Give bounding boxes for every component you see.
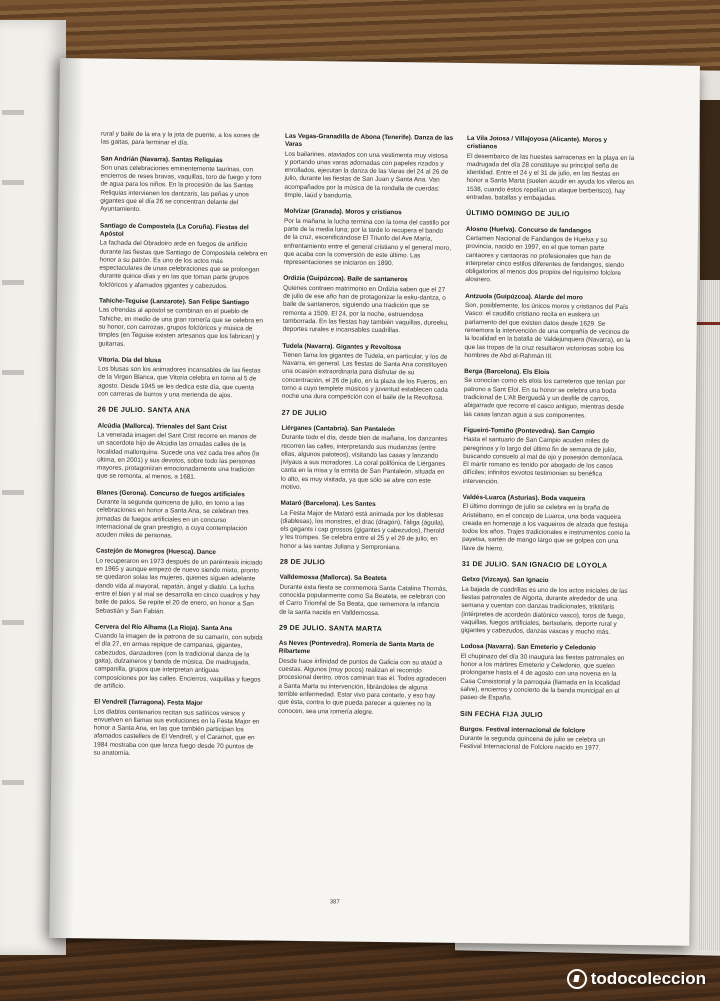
entry-text: Certamen Nacional de Fandangos de Huelva y su provincia, nacido en 1997, en el que toman parte cantaores y cantaoras no profesionales que han de interpretar cinco estilos diferentes de fandangos, siendo obligatorios al menos dos propios del riquísimo folclore alosnero. [465,234,625,284]
entry-title: Alosno (Huelva). Concurso de fandangos [465,225,592,235]
festival-entry [466,135,635,204]
entry-text: Tienen fama los gigantes de Tudela, en particular, y los de Navarra, en general. Las fiestas de Santa Ana constituyen una ocasión extraordinaria para disfrutar de su concentración, el 26 de julio, en la plaza de los Fueros, en torno a cuyo templete músicos y juventud establecen cada noche una dura competición con el baile de la Revoltosa. [281,351,448,403]
festival-entry [282,342,451,403]
festival-entry [283,208,452,269]
entry-title: Ordizia (Guipúzcoa). Baile de santaneros [283,275,408,284]
festival-entry [280,500,449,553]
column-1 [93,131,269,768]
left-page-text [2,110,24,115]
entry-title: Lodosa (Navarra). San Emeterio y Celedonio [460,643,596,653]
festival-entry [98,356,267,401]
festival-entry [95,548,264,617]
left-page-text [2,620,24,625]
entry-text: Durante la segunda quincena de julio se celebra un Festival Internacional de Folclore nacido en 1977. [459,735,606,753]
left-page-text [2,180,24,185]
entry-title: Blanes (Gerona). Concurso de fuegos artificiales [96,489,245,498]
entry-title: Burgos. Festival internacional de folclore [459,725,586,735]
festival-entry [93,699,262,760]
back-book-photo [700,100,720,280]
entry-text: Son, posiblemente, los únicos moros y cristianos del País Vasco: el caudillo cristiano recita en euskera un parlamento del que existen datos desde 1629. Se rememora la intervención de una compañía de vecinos de la localidad en la batalla de Valdejunquera (Navarra), en la que las tropas de la cruz resultaron victoriosas sobre los hombres de Abd al-Rahmán III. [464,302,631,360]
entry-text: Los blusas son los animadores incansables de las fiestas de la Virgen Blanca, que Vitoria celebra en torno al 5 de agosto. Desde 1945 se les dedica este día, que cuenta con carreras de burros y una merienda de ajos. [97,365,261,400]
festival-entry [100,155,269,216]
watermark-text: todocoleccion [590,969,706,988]
entry-text: Durante todo el día, desde bien de mañana, los danzantes recorren las calles, interpretando sus mudanzas (entre ellas, algunos paloteos), visitando las casas y lanzando jiviyaus a sus moradores. La coral polifónica de Liérganes canta en la misa y la ermita de San Pantaleón, situada en lo alto, es muy visitada, ya que sólo se abre con este motivo. [280,433,448,491]
entry-title: Mataró (Barcelona). Les Santes [280,500,376,509]
entry-title: Valdés-Luarca (Asturias). Boda vaqueira [462,493,586,503]
left-page-text [2,370,24,375]
entry-text: El chupinazo del día 30 inaugura las fiestas patronales en honor a los mártires Emeterio y Celedonio, que suelen prolongarse hasta el 4 de agosto con una novena en la Casa Consistorial y la parroquia (llamada en la localidad salve), encierros y concierto de la banda municipal en el paseo de España. [460,652,625,702]
festival-entry [465,226,634,287]
section-heading: 31 DE JULIO. SAN IGNACIO DE LOYOLA [461,561,608,570]
entry-title: Getxo (Vizcaya). San Ignacio [461,576,549,585]
left-page-text [2,780,24,785]
entry-text: Son unas celebraciones eminentemente taurinas, con encierros de reses bravas, vaquillas, toro de fuego y toro de agua para los niños. En la procesión de las Santas Reliquias intervienen los dantzaris, las peñas y unos gigantes que el día 26 se concentran delante del Ayuntamiento. [100,164,262,214]
entry-title: Las Vegas-Granadilla de Abona (Tenerife). Danza de las Varas [284,132,454,149]
section-heading: SIN FECHA FIJA JULIO [459,710,543,719]
entry-title: El Vendrell (Tarragona). Festa Major [94,698,203,708]
entry-text: Cuando la imagen de la patrona de su camarín, con subida el día 27, en armas repique de campanas, gigantes, cabezudos, danzadores (con la tradicional danza de la gaita), dulzaineros y banda de música. De madrugada, campanilla, grupos que interpretan antiguas composiciones por las calles. Encierros, vaquillas y fuegos de artificio. [94,632,263,690]
entry-title: Vitoria. Día del blusa [98,356,162,365]
entry-title: Tudela (Navarra). Gigantes y Revoltosa [282,342,402,351]
entry-text: Lo recuperaron en 1973 después de un paréntesis iniciado en 1965 y aunque empezó de nuevo siendo mixto, pronto se quedaron solas las mujeres, quienes siguen adelante dando vida al mayoral, rapatán, ángel y diablo. La lucha entre el bien y el mal se desarrolla en cinco cuadros y hay baile de palos. Se repite el 20 de enero, en honor a San Sebastián y San Fabián. [95,557,263,615]
festival-entry [97,422,266,483]
entry-text: Hasta el santuario de San Campio acuden miles de peregrinos y lo largo del último fin de semana de julio, buscando consuelo al mal de ojo y posesión demoníaca. El mártir romano es tenido por abogado de los casos difíciles; infinitos exvotos testimonian su benéfica intervención. [462,436,624,486]
book-page [49,58,700,946]
entry-title: As Neves (Pontevedra). Romería de Santa Marta de Ribarteme [278,639,435,656]
festival-entry [464,293,633,362]
festival-entry [279,574,448,619]
entry-title: San Andrián (Navarra). Santas Reliquias [100,155,223,164]
festival-entry [94,623,263,692]
entry-title: Berga (Barcelona). Els Elois [464,368,550,377]
entry-title: Antzuola (Guipúzcoa). Alarde del moro [465,292,583,302]
entry-text: La fachada del Obradoiro arde en fuegos de artificio durante las fiestas que Santiago de Compostela celebra en honor a su patrón. Es uno de los actos más espectaculares de unas celebraciones que se prolongan durante quince días y en las que toman parte grupos folclóricos y afamados gigantes y cabezudos. [99,239,268,290]
entry-title: Cervera del Río Alhama (La Rioja). Santa Ana [95,623,233,632]
festival-entry [98,298,267,351]
entry-text: La venerada imagen del Sant Crist recorre en manos de un sacerdote hijo de Alcúdia las ornadas calles de la localidad mallorquina. Sucede una vez cada tres años (la última, en 2001) y sus devotos, sobre todo las personas mayores, protagonizan emocionadamente una tradición que se remonta, al menos, a 1681. [96,431,260,482]
festival-entry [460,726,628,754]
entry-text: Por la mañana la lucha termina con la toma del castillo por parte de la media luna; por la tarde lo recupera el bando de la cruz, escenificándose El Triunfo del Ave María, enfrentamiento entre el general cristiano y el general moro, que acaba con la conversión de este último. Las representaciones se iniciaron en 1890. [283,217,452,268]
festival-entry [462,494,631,555]
entry-text: La bajada de cuadrillas es uno de los actos iniciales de las fiestas patronales de Algorta, durante alrededor de una semana y cuentan con danzas tradicionales, trikitilaris (intérpretes de acordeón diatónico vasco), toros de fuego, vaquillas, fuegos artificiales, bertsolaris, deporte rural y gigantes y cabezudos, danzas vascas y mucho más. [460,585,628,636]
watermark-logo-icon [567,969,587,989]
entry-title: Tahiche-Teguise (Lanzarote). San Felipe Santiago [98,297,250,307]
entry-text: El último domingo de julio se celebra en la braña de Aristébano, en el concejo de Luarca, una boda vaqueira creada en homenaje a los vaqueiros de alzada que festeja todos los años. Trajes tradicionales e instrumentos como la payetsa, sartén de mango largo que se golpea con una llave de hierro. [461,503,630,553]
entry-title: La Vila Joiosa / Villajoyosa (Alicante). Moros y cristianos [466,134,608,151]
section-heading: 29 DE JULIO. SANTA MARTA [279,624,383,633]
page-number: 387 [329,899,340,906]
festival-entry [460,643,629,704]
entry-text: El desembarco de las huestes sarracenas en la playa en la madrugada del día 28 constituye su principal seña de identidad. Entre el 24 y el 31 de julio, en las fiestas en honor a Santa Marta (suelen acudir en ayuda los vileros en 1538, cuando éstos repelían un ataque berberisco), hay entradas, batallas y embajadas. [466,152,635,203]
entry-text: Durante la segunda quincena de julio, en torno a las celebraciones en honor a Santa Ana, se celebran tres jornadas de fuegos artificiales en un concurso internacional de gran prestigio, a cuya contemplación acuden miles de personas. [96,498,249,540]
section-heading: 28 DE JULIO [279,558,326,567]
left-page-text [2,490,24,495]
column-2 [278,133,453,726]
entry-title: Figueiró-Tomiño (Pontevedra). San Campio [463,426,595,436]
festival-entry [461,576,630,637]
festival-entry [99,222,268,291]
entry-text: La Festa Major de Mataró está animada por los diablesas (diablesas), los monstres, el drac (dragón), l'àliga (águila), els gegants i cap grossos (gigantes y cabezudos), l'herold y les trompes. Se celebra entre el 25 y el 29 de julio, en honor a las santas Juliana y Semproniana. [280,509,445,551]
entry-text: Los bailarines, ataviados con una vestimenta muy vistosa y portando unas varas adornadas con papeles rizados y enrollados, ejecutan la danza de las Varas del 24 al 26 de julio, durante las fiestas de San Juan y Santa Ana. Van acompañados por la música de la rondalla de cuerdas: timple, laúd y bandurria. [284,150,449,200]
entry-text: Durante esta fiesta se conmemora Santa Catalina Thomàs, conocida popularmente como Sa Beateta, se celebran con el Carro Triomfal de Sa Beata, que rememora la infancia de la santa nacida en Valldemossa. [279,583,448,617]
entry-text: Se conocían como els elois los carreteros que tenían por patrono a Sant Eloi. En su honor se celebra una boda tradicional de L'Alt Berguedà y un desfile de carros, abigarrado que recorre el casco antiguo, mientras desde las casas lanzan agua a sus componentes. [463,377,626,420]
entry-title: Alcúdia (Mallorca). Trienales del Sant Crist [97,422,227,431]
festival-entry [278,640,447,718]
festival-entry [463,427,632,488]
entry-text: Los diablos centenarios recitan sus satíricos versos y envuelven en llamas sus evoluciones en la Festa Major en honor a Santa Ana, en las que también participan los afamados castellers de El Vendrell, y el Caramot, que en 1984 mostraba con que lanza fuego desde 70 puntos de su anatomía. [93,707,260,757]
entry-title: Valldemossa (Mallorca). Sa Beateta [279,574,387,583]
entry-title: Santiago de Compostela (La Coruña). Fiestas del Apóstol [99,222,249,238]
entry-text: Quienes contraen matrimonio en Ordizia saben que el 27 de julio de ese año han de protagonizar la esku-dantza, o baile de santaneros, siguiendo una tradición que se remonta a 1509. El 24, por la noche, estruendosa tamborrada. En las fiestas hay también vaquillas, dureeku, deportes rurales e incansables cuadrillas. [282,284,449,335]
entry-title: Castejón de Monegros (Huesca). Dance [95,547,217,557]
section-heading: ÚLTIMO DOMINGO DE JULIO [466,210,570,219]
column-3 [459,135,635,762]
section-heading: 26 DE JULIO. SANTA ANA [97,406,191,415]
festival-entry [464,368,633,421]
entry-title: Molvízar (Granada). Moros y cristianos [284,208,402,217]
entry-text: rural y baile de la era y la jota de puente, a los sones de las gaitas, para terminar el día. [100,130,260,147]
section-heading: 27 DE JULIO [281,409,328,417]
left-page-text [2,280,24,285]
festival-entry [281,425,450,494]
festival-entry [284,133,453,202]
watermark [567,969,706,989]
festival-entry [96,489,265,542]
entry-text: Desde hace infinidad de puntos de Galicia con su ataúd a cuestas. Algunos (muy pocos) realizan el recorrido procesional dentro, otros caminan tras él. Todos agradecen a Santa Marta su intervención, librándoles de alguna terrible enfermedad. Estar vivo para contarlo, y eso hay que ésta, contra lo que pueda parecer a quienes no la conocen, sea una romería alegre. [277,657,447,716]
entry-text: Las ofrendas al apóstol se combinan en el pueblo de Tahiche, en medio de una gran romería que se celebra en su honor, con carrozas, grupos folclóricos y música de timples (en Teguise existen artesanos que los fabrican) y guitarras. [98,306,263,348]
festival-entry [283,275,452,336]
entry-title: Liérganes (Cantabria). San Pantaleón [281,424,395,434]
